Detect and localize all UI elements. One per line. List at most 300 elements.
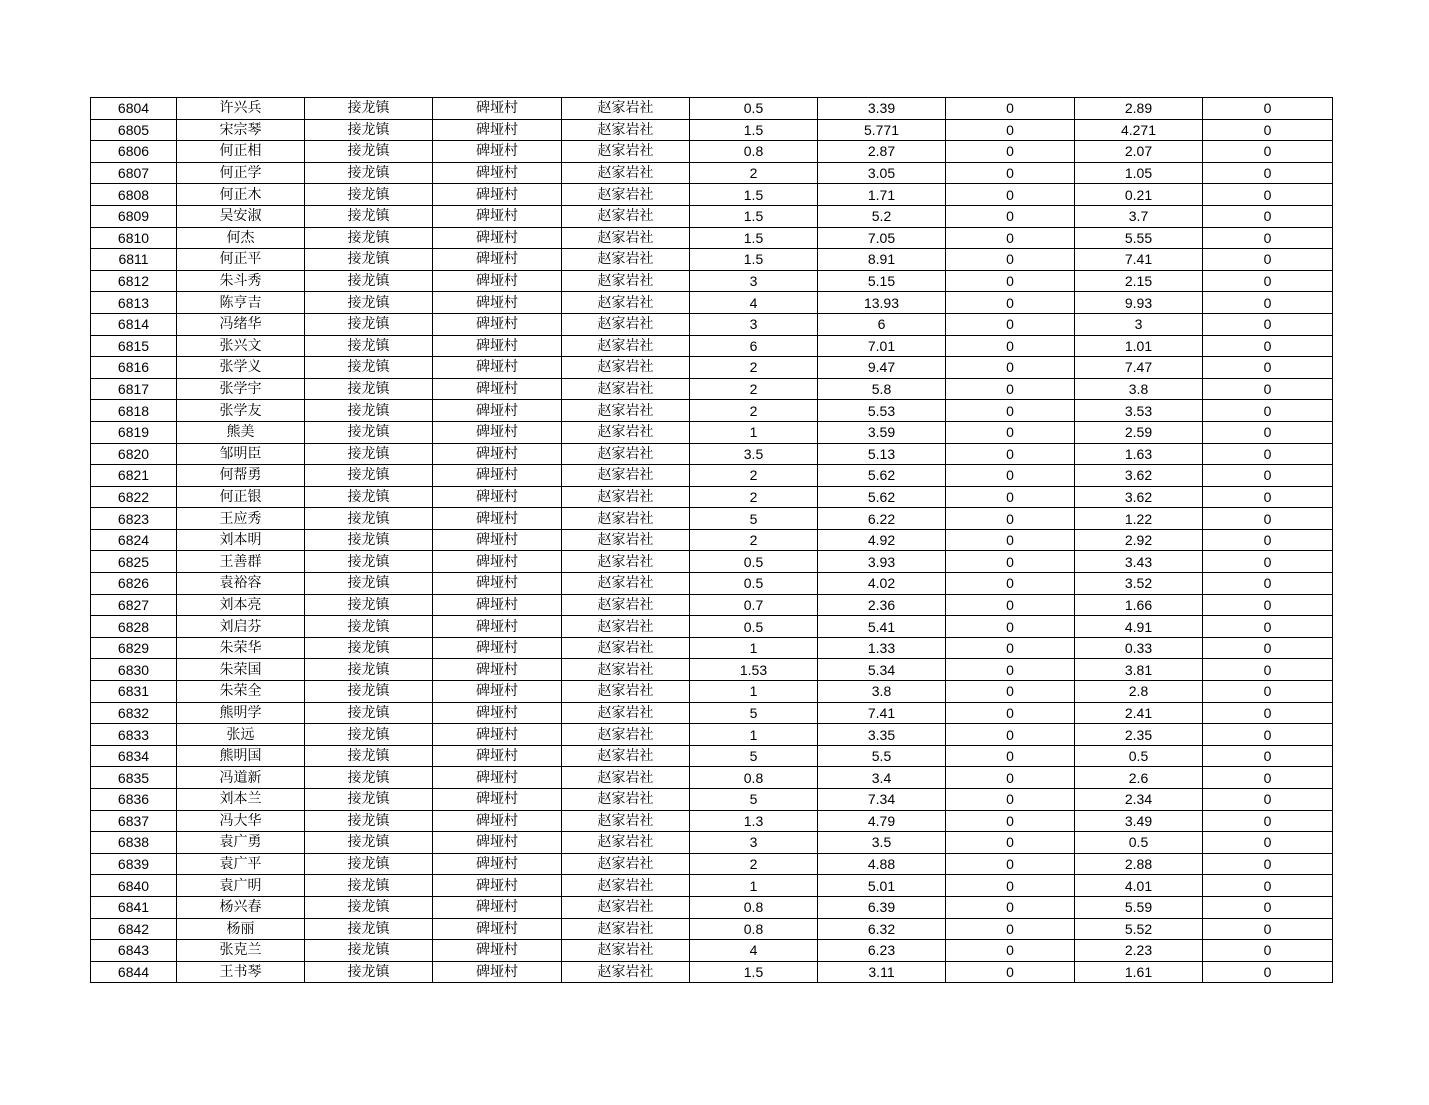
id-cell: 6830 xyxy=(91,659,177,681)
col6-cell: 1.53 xyxy=(690,659,818,681)
col7-cell: 2.36 xyxy=(818,594,946,616)
id-cell: 6812 xyxy=(91,270,177,292)
group-cell: 赵家岩社 xyxy=(562,357,690,379)
table-row xyxy=(91,918,1333,940)
id-cell: 6807 xyxy=(91,162,177,184)
col9-cell: 9.93 xyxy=(1075,292,1203,314)
col7-cell: 6.32 xyxy=(818,918,946,940)
col6-cell: 1.3 xyxy=(690,810,818,832)
town-cell: 接龙镇 xyxy=(305,249,433,271)
col7-cell: 6 xyxy=(818,313,946,335)
col7-cell: 13.93 xyxy=(818,292,946,314)
col8-cell: 0 xyxy=(946,184,1075,206)
town-cell: 接龙镇 xyxy=(305,205,433,227)
table-row xyxy=(91,616,1333,638)
table-row xyxy=(91,767,1333,789)
town-cell: 接龙镇 xyxy=(305,637,433,659)
village-cell: 碑垭村 xyxy=(433,357,562,379)
town-cell: 接龙镇 xyxy=(305,313,433,335)
name-cell: 刘本亮 xyxy=(177,594,305,616)
village-cell: 碑垭村 xyxy=(433,119,562,141)
col8-cell: 0 xyxy=(946,896,1075,918)
table-row xyxy=(91,357,1333,379)
col10-cell: 0 xyxy=(1203,270,1333,292)
group-cell: 赵家岩社 xyxy=(562,443,690,465)
col7-cell: 2.87 xyxy=(818,141,946,163)
col8-cell: 0 xyxy=(946,227,1075,249)
group-cell: 赵家岩社 xyxy=(562,270,690,292)
group-cell: 赵家岩社 xyxy=(562,313,690,335)
col7-cell: 3.05 xyxy=(818,162,946,184)
col7-cell: 1.33 xyxy=(818,637,946,659)
table-row xyxy=(91,184,1333,206)
col8-cell: 0 xyxy=(946,551,1075,573)
col10-cell: 0 xyxy=(1203,745,1333,767)
group-cell: 赵家岩社 xyxy=(562,227,690,249)
col10-cell: 0 xyxy=(1203,335,1333,357)
id-cell: 6823 xyxy=(91,508,177,530)
village-cell: 碑垭村 xyxy=(433,896,562,918)
group-cell: 赵家岩社 xyxy=(562,98,690,120)
group-cell: 赵家岩社 xyxy=(562,205,690,227)
col10-cell: 0 xyxy=(1203,724,1333,746)
col10-cell: 0 xyxy=(1203,421,1333,443)
table-row xyxy=(91,335,1333,357)
col6-cell: 0.5 xyxy=(690,98,818,120)
id-cell: 6844 xyxy=(91,961,177,983)
town-cell: 接龙镇 xyxy=(305,616,433,638)
group-cell: 赵家岩社 xyxy=(562,681,690,703)
village-cell: 碑垭村 xyxy=(433,270,562,292)
col9-cell: 5.59 xyxy=(1075,896,1203,918)
id-cell: 6811 xyxy=(91,249,177,271)
col9-cell: 7.41 xyxy=(1075,249,1203,271)
col8-cell: 0 xyxy=(946,745,1075,767)
village-cell: 碑垭村 xyxy=(433,767,562,789)
table-row xyxy=(91,940,1333,962)
col9-cell: 3.49 xyxy=(1075,810,1203,832)
table-row xyxy=(91,270,1333,292)
town-cell: 接龙镇 xyxy=(305,141,433,163)
id-cell: 6836 xyxy=(91,789,177,811)
name-cell: 刘本兰 xyxy=(177,789,305,811)
col9-cell: 2.89 xyxy=(1075,98,1203,120)
col6-cell: 2 xyxy=(690,400,818,422)
village-cell: 碑垭村 xyxy=(433,551,562,573)
table-row xyxy=(91,249,1333,271)
group-cell: 赵家岩社 xyxy=(562,616,690,638)
id-cell: 6841 xyxy=(91,896,177,918)
town-cell: 接龙镇 xyxy=(305,335,433,357)
col7-cell: 5.5 xyxy=(818,745,946,767)
col9-cell: 0.33 xyxy=(1075,637,1203,659)
town-cell: 接龙镇 xyxy=(305,443,433,465)
col8-cell: 0 xyxy=(946,918,1075,940)
col9-cell: 2.6 xyxy=(1075,767,1203,789)
name-cell: 张学宇 xyxy=(177,378,305,400)
col6-cell: 3 xyxy=(690,270,818,292)
name-cell: 陈亨吉 xyxy=(177,292,305,314)
town-cell: 接龙镇 xyxy=(305,896,433,918)
village-cell: 碑垭村 xyxy=(433,141,562,163)
town-cell: 接龙镇 xyxy=(305,918,433,940)
group-cell: 赵家岩社 xyxy=(562,573,690,595)
col10-cell: 0 xyxy=(1203,875,1333,897)
col10-cell: 0 xyxy=(1203,400,1333,422)
name-cell: 张远 xyxy=(177,724,305,746)
town-cell: 接龙镇 xyxy=(305,573,433,595)
group-cell: 赵家岩社 xyxy=(562,853,690,875)
group-cell: 赵家岩社 xyxy=(562,141,690,163)
col9-cell: 2.35 xyxy=(1075,724,1203,746)
col9-cell: 3.62 xyxy=(1075,465,1203,487)
table-row xyxy=(91,292,1333,314)
col10-cell: 0 xyxy=(1203,637,1333,659)
col6-cell: 0.5 xyxy=(690,616,818,638)
col7-cell: 4.79 xyxy=(818,810,946,832)
table-row xyxy=(91,421,1333,443)
col8-cell: 0 xyxy=(946,875,1075,897)
col6-cell: 4 xyxy=(690,292,818,314)
col6-cell: 1 xyxy=(690,681,818,703)
col7-cell: 1.71 xyxy=(818,184,946,206)
group-cell: 赵家岩社 xyxy=(562,486,690,508)
village-cell: 碑垭村 xyxy=(433,940,562,962)
col9-cell: 3 xyxy=(1075,313,1203,335)
group-cell: 赵家岩社 xyxy=(562,724,690,746)
village-cell: 碑垭村 xyxy=(433,184,562,206)
group-cell: 赵家岩社 xyxy=(562,421,690,443)
name-cell: 冯道新 xyxy=(177,767,305,789)
col9-cell: 1.22 xyxy=(1075,508,1203,530)
id-cell: 6833 xyxy=(91,724,177,746)
col8-cell: 0 xyxy=(946,810,1075,832)
col7-cell: 6.23 xyxy=(818,940,946,962)
table-row xyxy=(91,486,1333,508)
col10-cell: 0 xyxy=(1203,573,1333,595)
col8-cell: 0 xyxy=(946,767,1075,789)
table-row xyxy=(91,162,1333,184)
id-cell: 6832 xyxy=(91,702,177,724)
group-cell: 赵家岩社 xyxy=(562,594,690,616)
table-row xyxy=(91,810,1333,832)
col7-cell: 4.92 xyxy=(818,529,946,551)
col9-cell: 2.07 xyxy=(1075,141,1203,163)
id-cell: 6837 xyxy=(91,810,177,832)
id-cell: 6840 xyxy=(91,875,177,897)
col9-cell: 5.52 xyxy=(1075,918,1203,940)
col9-cell: 0.5 xyxy=(1075,745,1203,767)
id-cell: 6810 xyxy=(91,227,177,249)
village-cell: 碑垭村 xyxy=(433,227,562,249)
town-cell: 接龙镇 xyxy=(305,357,433,379)
name-cell: 冯大华 xyxy=(177,810,305,832)
name-cell: 熊美 xyxy=(177,421,305,443)
town-cell: 接龙镇 xyxy=(305,702,433,724)
table-row xyxy=(91,702,1333,724)
village-cell: 碑垭村 xyxy=(433,443,562,465)
table-row xyxy=(91,637,1333,659)
col9-cell: 3.81 xyxy=(1075,659,1203,681)
col7-cell: 6.22 xyxy=(818,508,946,530)
village-cell: 碑垭村 xyxy=(433,789,562,811)
town-cell: 接龙镇 xyxy=(305,832,433,854)
col10-cell: 0 xyxy=(1203,508,1333,530)
table-row xyxy=(91,400,1333,422)
col9-cell: 3.62 xyxy=(1075,486,1203,508)
town-cell: 接龙镇 xyxy=(305,227,433,249)
group-cell: 赵家岩社 xyxy=(562,875,690,897)
col10-cell: 0 xyxy=(1203,465,1333,487)
village-cell: 碑垭村 xyxy=(433,702,562,724)
col6-cell: 2 xyxy=(690,378,818,400)
town-cell: 接龙镇 xyxy=(305,270,433,292)
name-cell: 袁裕容 xyxy=(177,573,305,595)
town-cell: 接龙镇 xyxy=(305,486,433,508)
town-cell: 接龙镇 xyxy=(305,98,433,120)
col7-cell: 7.01 xyxy=(818,335,946,357)
id-cell: 6813 xyxy=(91,292,177,314)
id-cell: 6828 xyxy=(91,616,177,638)
name-cell: 袁广勇 xyxy=(177,832,305,854)
group-cell: 赵家岩社 xyxy=(562,702,690,724)
table-row xyxy=(91,573,1333,595)
col8-cell: 0 xyxy=(946,853,1075,875)
col6-cell: 2 xyxy=(690,162,818,184)
col10-cell: 0 xyxy=(1203,896,1333,918)
village-cell: 碑垭村 xyxy=(433,573,562,595)
town-cell: 接龙镇 xyxy=(305,940,433,962)
col8-cell: 0 xyxy=(946,249,1075,271)
name-cell: 邹明臣 xyxy=(177,443,305,465)
village-cell: 碑垭村 xyxy=(433,918,562,940)
col10-cell: 0 xyxy=(1203,767,1333,789)
id-cell: 6829 xyxy=(91,637,177,659)
table-row xyxy=(91,465,1333,487)
col8-cell: 0 xyxy=(946,357,1075,379)
col10-cell: 0 xyxy=(1203,594,1333,616)
col6-cell: 4 xyxy=(690,940,818,962)
col8-cell: 0 xyxy=(946,573,1075,595)
town-cell: 接龙镇 xyxy=(305,853,433,875)
col6-cell: 5 xyxy=(690,508,818,530)
group-cell: 赵家岩社 xyxy=(562,810,690,832)
table-row xyxy=(91,832,1333,854)
col8-cell: 0 xyxy=(946,98,1075,120)
col9-cell: 4.91 xyxy=(1075,616,1203,638)
table-row xyxy=(91,443,1333,465)
name-cell: 王善群 xyxy=(177,551,305,573)
village-cell: 碑垭村 xyxy=(433,400,562,422)
group-cell: 赵家岩社 xyxy=(562,508,690,530)
town-cell: 接龙镇 xyxy=(305,400,433,422)
col8-cell: 0 xyxy=(946,400,1075,422)
col8-cell: 0 xyxy=(946,486,1075,508)
col8-cell: 0 xyxy=(946,421,1075,443)
village-cell: 碑垭村 xyxy=(433,810,562,832)
col6-cell: 1.5 xyxy=(690,205,818,227)
table-row xyxy=(91,724,1333,746)
group-cell: 赵家岩社 xyxy=(562,832,690,854)
id-cell: 6831 xyxy=(91,681,177,703)
col9-cell: 3.8 xyxy=(1075,378,1203,400)
name-cell: 何正银 xyxy=(177,486,305,508)
col10-cell: 0 xyxy=(1203,918,1333,940)
village-cell: 碑垭村 xyxy=(433,335,562,357)
table-row xyxy=(91,205,1333,227)
town-cell: 接龙镇 xyxy=(305,810,433,832)
id-cell: 6826 xyxy=(91,573,177,595)
town-cell: 接龙镇 xyxy=(305,961,433,983)
id-cell: 6838 xyxy=(91,832,177,854)
town-cell: 接龙镇 xyxy=(305,594,433,616)
col9-cell: 2.23 xyxy=(1075,940,1203,962)
name-cell: 何正相 xyxy=(177,141,305,163)
col9-cell: 2.15 xyxy=(1075,270,1203,292)
id-cell: 6839 xyxy=(91,853,177,875)
village-cell: 碑垭村 xyxy=(433,875,562,897)
name-cell: 杨丽 xyxy=(177,918,305,940)
col6-cell: 0.5 xyxy=(690,573,818,595)
col8-cell: 0 xyxy=(946,789,1075,811)
col6-cell: 5 xyxy=(690,789,818,811)
col6-cell: 1.5 xyxy=(690,961,818,983)
name-cell: 熊明学 xyxy=(177,702,305,724)
group-cell: 赵家岩社 xyxy=(562,551,690,573)
village-cell: 碑垭村 xyxy=(433,724,562,746)
table-row xyxy=(91,378,1333,400)
col10-cell: 0 xyxy=(1203,292,1333,314)
group-cell: 赵家岩社 xyxy=(562,184,690,206)
col9-cell: 3.7 xyxy=(1075,205,1203,227)
col8-cell: 0 xyxy=(946,724,1075,746)
table-row xyxy=(91,313,1333,335)
col10-cell: 0 xyxy=(1203,313,1333,335)
name-cell: 王应秀 xyxy=(177,508,305,530)
id-cell: 6827 xyxy=(91,594,177,616)
name-cell: 何帮勇 xyxy=(177,465,305,487)
col9-cell: 4.271 xyxy=(1075,119,1203,141)
col6-cell: 5 xyxy=(690,702,818,724)
col6-cell: 0.8 xyxy=(690,896,818,918)
col10-cell: 0 xyxy=(1203,119,1333,141)
col7-cell: 5.01 xyxy=(818,875,946,897)
town-cell: 接龙镇 xyxy=(305,724,433,746)
village-cell: 碑垭村 xyxy=(433,961,562,983)
group-cell: 赵家岩社 xyxy=(562,335,690,357)
id-cell: 6818 xyxy=(91,400,177,422)
town-cell: 接龙镇 xyxy=(305,378,433,400)
col7-cell: 5.13 xyxy=(818,443,946,465)
name-cell: 何正学 xyxy=(177,162,305,184)
col6-cell: 2 xyxy=(690,357,818,379)
col10-cell: 0 xyxy=(1203,98,1333,120)
village-cell: 碑垭村 xyxy=(433,378,562,400)
town-cell: 接龙镇 xyxy=(305,767,433,789)
village-cell: 碑垭村 xyxy=(433,486,562,508)
table-row xyxy=(91,961,1333,983)
col10-cell: 0 xyxy=(1203,529,1333,551)
id-cell: 6809 xyxy=(91,205,177,227)
id-cell: 6814 xyxy=(91,313,177,335)
col10-cell: 0 xyxy=(1203,184,1333,206)
id-cell: 6821 xyxy=(91,465,177,487)
group-cell: 赵家岩社 xyxy=(562,249,690,271)
id-cell: 6825 xyxy=(91,551,177,573)
town-cell: 接龙镇 xyxy=(305,119,433,141)
col10-cell: 0 xyxy=(1203,141,1333,163)
group-cell: 赵家岩社 xyxy=(562,940,690,962)
col7-cell: 5.2 xyxy=(818,205,946,227)
col9-cell: 2.88 xyxy=(1075,853,1203,875)
col10-cell: 0 xyxy=(1203,616,1333,638)
group-cell: 赵家岩社 xyxy=(562,637,690,659)
col7-cell: 7.34 xyxy=(818,789,946,811)
town-cell: 接龙镇 xyxy=(305,162,433,184)
col6-cell: 2 xyxy=(690,853,818,875)
name-cell: 朱荣华 xyxy=(177,637,305,659)
village-cell: 碑垭村 xyxy=(433,853,562,875)
col10-cell: 0 xyxy=(1203,162,1333,184)
group-cell: 赵家岩社 xyxy=(562,119,690,141)
table-row xyxy=(91,745,1333,767)
town-cell: 接龙镇 xyxy=(305,465,433,487)
col6-cell: 3.5 xyxy=(690,443,818,465)
col7-cell: 5.41 xyxy=(818,616,946,638)
col10-cell: 0 xyxy=(1203,940,1333,962)
name-cell: 熊明国 xyxy=(177,745,305,767)
name-cell: 袁广平 xyxy=(177,853,305,875)
col7-cell: 5.771 xyxy=(818,119,946,141)
col7-cell: 3.11 xyxy=(818,961,946,983)
town-cell: 接龙镇 xyxy=(305,875,433,897)
name-cell: 刘本明 xyxy=(177,529,305,551)
table-row xyxy=(91,681,1333,703)
village-cell: 碑垭村 xyxy=(433,832,562,854)
col10-cell: 0 xyxy=(1203,227,1333,249)
name-cell: 何杰 xyxy=(177,227,305,249)
name-cell: 朱荣全 xyxy=(177,681,305,703)
town-cell: 接龙镇 xyxy=(305,184,433,206)
col9-cell: 4.01 xyxy=(1075,875,1203,897)
name-cell: 吴安淑 xyxy=(177,205,305,227)
col6-cell: 3 xyxy=(690,313,818,335)
group-cell: 赵家岩社 xyxy=(562,162,690,184)
col6-cell: 1 xyxy=(690,421,818,443)
col8-cell: 0 xyxy=(946,313,1075,335)
col9-cell: 3.43 xyxy=(1075,551,1203,573)
group-cell: 赵家岩社 xyxy=(562,292,690,314)
col6-cell: 1.5 xyxy=(690,184,818,206)
col7-cell: 7.05 xyxy=(818,227,946,249)
village-cell: 碑垭村 xyxy=(433,529,562,551)
village-cell: 碑垭村 xyxy=(433,594,562,616)
col6-cell: 2 xyxy=(690,465,818,487)
col9-cell: 5.55 xyxy=(1075,227,1203,249)
col8-cell: 0 xyxy=(946,961,1075,983)
name-cell: 朱斗秀 xyxy=(177,270,305,292)
village-cell: 碑垭村 xyxy=(433,249,562,271)
col7-cell: 8.91 xyxy=(818,249,946,271)
town-cell: 接龙镇 xyxy=(305,745,433,767)
id-cell: 6815 xyxy=(91,335,177,357)
name-cell: 张克兰 xyxy=(177,940,305,962)
name-cell: 宋宗琴 xyxy=(177,119,305,141)
village-cell: 碑垭村 xyxy=(433,292,562,314)
col8-cell: 0 xyxy=(946,270,1075,292)
village-cell: 碑垭村 xyxy=(433,465,562,487)
col6-cell: 1.5 xyxy=(690,119,818,141)
